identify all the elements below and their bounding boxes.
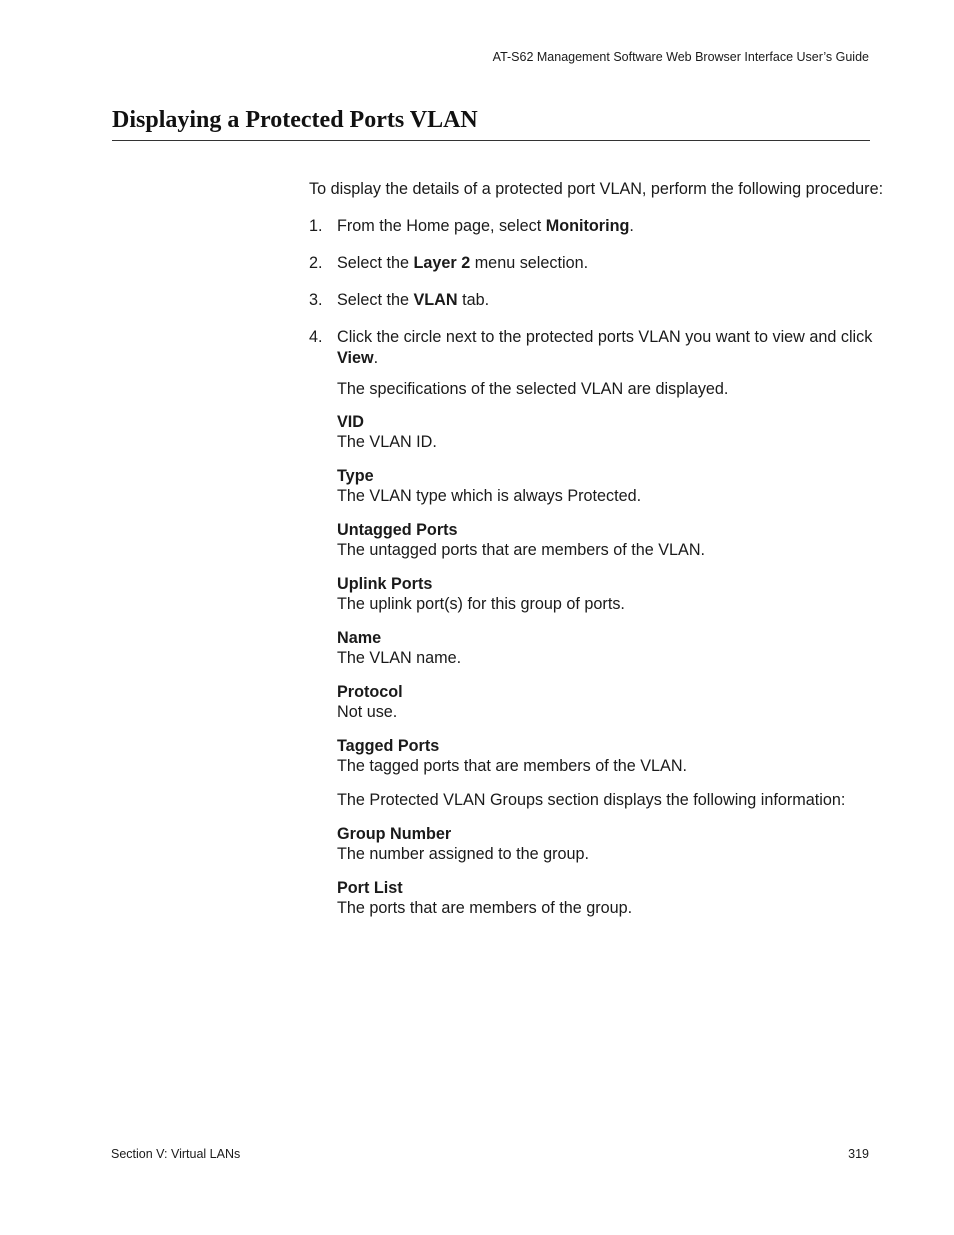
field-term: Untagged Ports bbox=[337, 521, 458, 539]
step-3 bbox=[309, 290, 884, 311]
step-text-end: menu selection. bbox=[470, 254, 589, 272]
field-protocol bbox=[337, 682, 884, 723]
step-text-end: . bbox=[629, 217, 634, 235]
field-term: Group Number bbox=[337, 825, 452, 843]
procedure-steps bbox=[309, 216, 884, 369]
section-title: Displaying a Protected Ports VLAN bbox=[112, 107, 478, 133]
footer-page-number: 319 bbox=[848, 1147, 869, 1161]
step-4-details bbox=[337, 379, 884, 919]
field-description: The VLAN ID. bbox=[337, 433, 437, 451]
field-term: Port List bbox=[337, 879, 403, 897]
field-port-list bbox=[337, 878, 884, 919]
title-rule bbox=[112, 140, 870, 141]
step-2 bbox=[309, 253, 884, 274]
field-term: Uplink Ports bbox=[337, 575, 433, 593]
step-bold: Layer 2 bbox=[413, 254, 471, 272]
field-name bbox=[337, 628, 884, 669]
field-description: The tagged ports that are members of the VLAN. bbox=[337, 757, 688, 775]
footer-section-label: Section V: Virtual LANs bbox=[111, 1147, 241, 1161]
step-bold: VLAN bbox=[413, 291, 458, 309]
field-tagged-ports bbox=[337, 736, 884, 777]
field-term: Name bbox=[337, 629, 382, 647]
field-description: The untagged ports that are members of the VLAN. bbox=[337, 541, 706, 559]
body-content bbox=[309, 179, 884, 932]
step-bold: View bbox=[337, 349, 374, 367]
step-text: From the Home page, select bbox=[337, 217, 546, 235]
field-description: Not use. bbox=[337, 703, 398, 721]
field-type bbox=[337, 466, 884, 507]
step-number: 3. bbox=[309, 291, 323, 309]
intro-paragraph: To display the details of a protected port VLAN, perform the following procedure: bbox=[309, 180, 884, 198]
running-header: AT-S62 Management Software Web Browser Interface User’s Guide bbox=[492, 50, 869, 64]
field-description: The ports that are members of the group. bbox=[337, 899, 633, 917]
step-bold: Monitoring bbox=[545, 217, 630, 235]
step-number: 4. bbox=[309, 328, 323, 346]
step-number: 1. bbox=[309, 217, 323, 235]
field-uplink-ports bbox=[337, 574, 884, 615]
field-description: The number assigned to the group. bbox=[337, 845, 589, 863]
field-term: Protocol bbox=[337, 683, 403, 701]
step-text: Click the circle next to the protected ports VLAN you want to view and click bbox=[337, 328, 873, 346]
field-term: Type bbox=[337, 467, 374, 485]
field-description: The uplink port(s) for this group of ports. bbox=[337, 595, 625, 613]
field-description: The VLAN name. bbox=[337, 649, 462, 667]
field-untagged-ports bbox=[337, 520, 884, 561]
step-text-end: tab. bbox=[457, 291, 490, 309]
field-term: Tagged Ports bbox=[337, 737, 440, 755]
field-description: The VLAN type which is always Protected. bbox=[337, 487, 642, 505]
step-1 bbox=[309, 216, 884, 237]
step-text: Select the bbox=[337, 291, 414, 309]
step-4 bbox=[309, 327, 884, 369]
field-group-number bbox=[337, 824, 884, 865]
groups-note: The Protected VLAN Groups section displays the following information: bbox=[337, 791, 846, 809]
field-term: VID bbox=[337, 413, 364, 431]
field-vid bbox=[337, 412, 884, 453]
step-text: Select the bbox=[337, 254, 414, 272]
step-text-end: . bbox=[373, 349, 379, 367]
step-number: 2. bbox=[309, 254, 323, 272]
spec-note: The specifications of the selected VLAN are displayed. bbox=[337, 380, 729, 398]
